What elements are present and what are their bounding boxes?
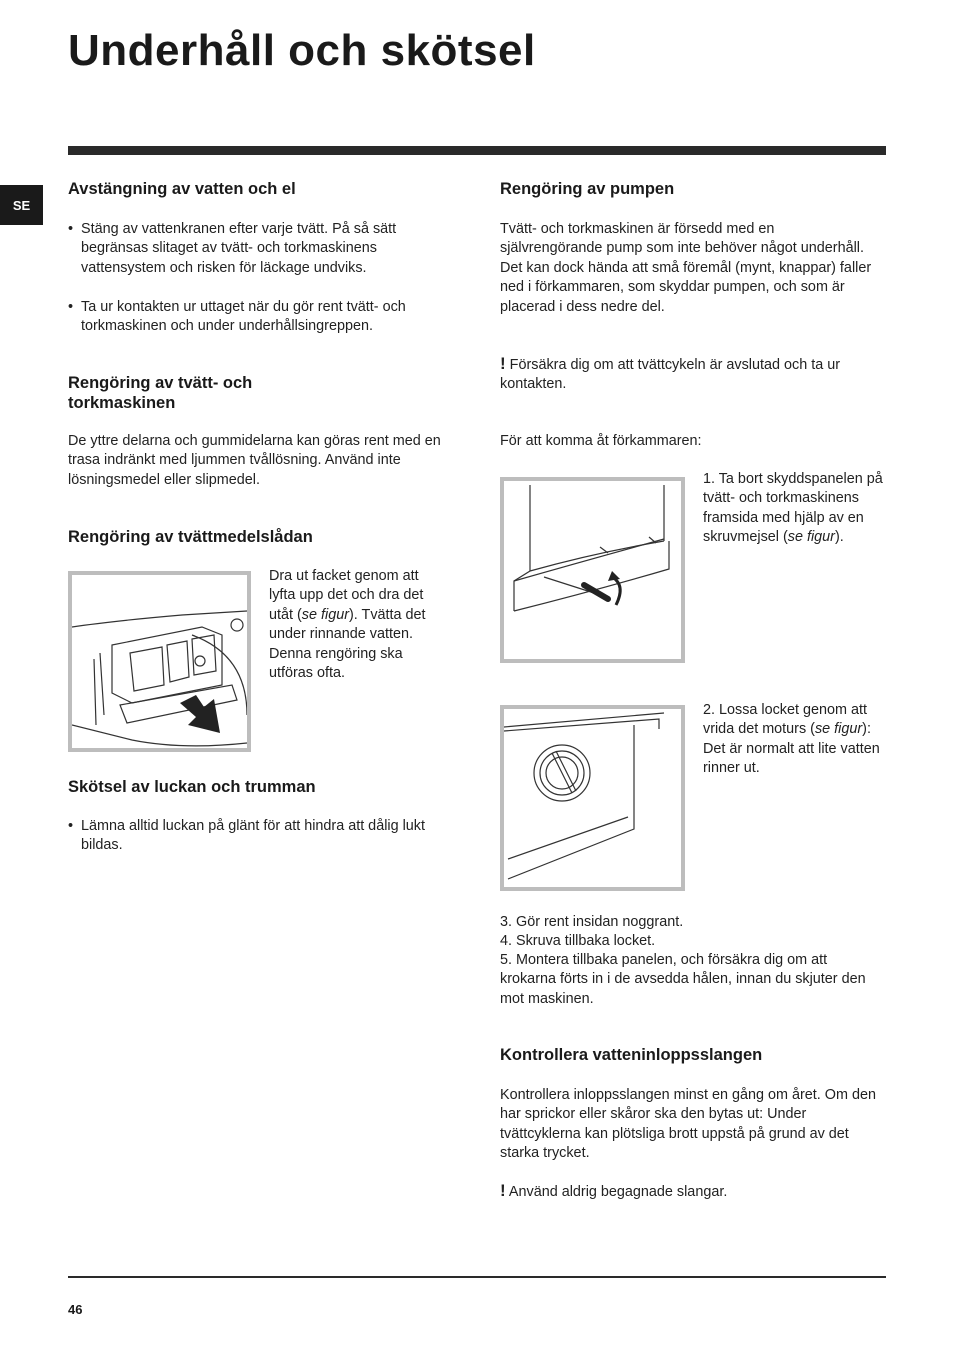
step1-b: ). (834, 529, 844, 546)
step1-a: 1. Ta bort skyddspanelen på tvätt- och torkmaskinens framsida med hjälp av en skruvmejsel ( (703, 471, 883, 546)
page-number: 46 (68, 1302, 83, 1317)
step-2 (703, 701, 883, 779)
bullet-door-drum: • Lämna alltid luckan på glänt för att hindra att dålig lukt bildas. (68, 817, 453, 856)
heading-door-drum: Skötsel av luckan och trumman (68, 778, 316, 796)
warning-mark-2: ! (500, 1181, 506, 1200)
drawer-text-italic: se figur (301, 606, 349, 623)
warning-pump-text: Försäkra dig om att tvättcykeln är avslutad och ta ur kontakten. (500, 357, 841, 393)
step-3: 3. Gör rent insidan noggrant. (500, 914, 684, 930)
step2-b: ): Det är normalt att lite vatten rinner ut. (703, 721, 880, 777)
bullet-shutoff-water: • Stäng av vattenkranen efter varje tvätt. På så sätt begränsas slitaget av tvätt- och torkmaskinens vattensystem och risken för läckage undviks. (68, 220, 453, 278)
top-rule (68, 146, 886, 155)
heading-cleaning-machine-line1: Rengöring av tvätt- och (68, 374, 253, 392)
heading-cleaning-machine (68, 373, 252, 413)
step-1 (703, 470, 889, 548)
body-detergent-drawer (269, 567, 445, 683)
page-title: Underhåll och skötsel (68, 26, 536, 75)
warning-inlet-hose (500, 1181, 886, 1202)
intro-prechamber: För att komma åt förkammaren: (500, 433, 702, 449)
warning-pump (500, 354, 878, 395)
heading-detergent-drawer: Rengöring av tvättmedelslådan (68, 528, 313, 546)
figure-pump-cap (500, 705, 685, 891)
drawer-text-b: ). Tvätta det under rinnande vatten. Denna rengöring ska utföras ofta. (269, 606, 426, 682)
body-pump: Tvätt- och torkmaskinen är försedd med en självrengörande pump som inte behöver något underhåll. Det kan dock hända att små föremål (mynt, knappar) faller ned i förkammaren, som skyddar pumpen, och som är placerad i dess nedre del. (500, 221, 872, 315)
body-inlet-hose: Kontrollera inloppsslangen minst en gång om året. Om den har sprickor eller skåror ska den bytas ut: Under tvättcyklerna kan plötsliga brott uppstå på grund av det starka trycket. (500, 1087, 876, 1162)
body-cleaning-machine: De yttre delarna och gummidelarna kan göras rent med en trasa indränkt med ljummen tvållösning. Använd inte lösningsmedel eller slipmedel. (68, 433, 441, 488)
step-4: 4. Skruva tillbaka locket. (500, 933, 656, 949)
bullet-shutoff-power: • Ta ur kontakten ur uttaget när du gör rent tvätt- och torkmaskinen och under underhållsingreppen. (68, 298, 453, 337)
language-tab: SE (0, 185, 43, 225)
heading-inlet-hose: Kontrollera vatteninloppsslangen (500, 1046, 763, 1064)
step-5: 5. Montera tillbaka panelen, och försäkra dig om att krokarna förts in i de avsedda hålen, innan du skjuter den mot maskinen. (500, 952, 866, 1007)
panel-illustration (504, 481, 681, 659)
step1-italic: se figur (787, 529, 835, 546)
step2-italic: se figur (814, 721, 863, 738)
pump-cap-illustration (504, 709, 681, 887)
warning-mark: ! (500, 354, 506, 373)
heading-shutoff: Avstängning av vatten och el (68, 180, 296, 198)
step2-a: 2. Lossa locket genom att vrida det moturs ( (703, 702, 867, 738)
drawer-illustration (72, 575, 247, 748)
heading-pump: Rengöring av pumpen (500, 180, 675, 198)
drawer-text-a: Dra ut facket genom att lyfta upp det och dra det utåt ( (269, 568, 424, 623)
figure-detergent-drawer (68, 571, 251, 752)
warning-inlet-hose-text: Använd aldrig begagnade slangar. (508, 1184, 728, 1200)
heading-cleaning-machine-line2: torkmaskinen (68, 394, 176, 412)
figure-remove-panel (500, 477, 685, 663)
bottom-rule (68, 1276, 886, 1278)
